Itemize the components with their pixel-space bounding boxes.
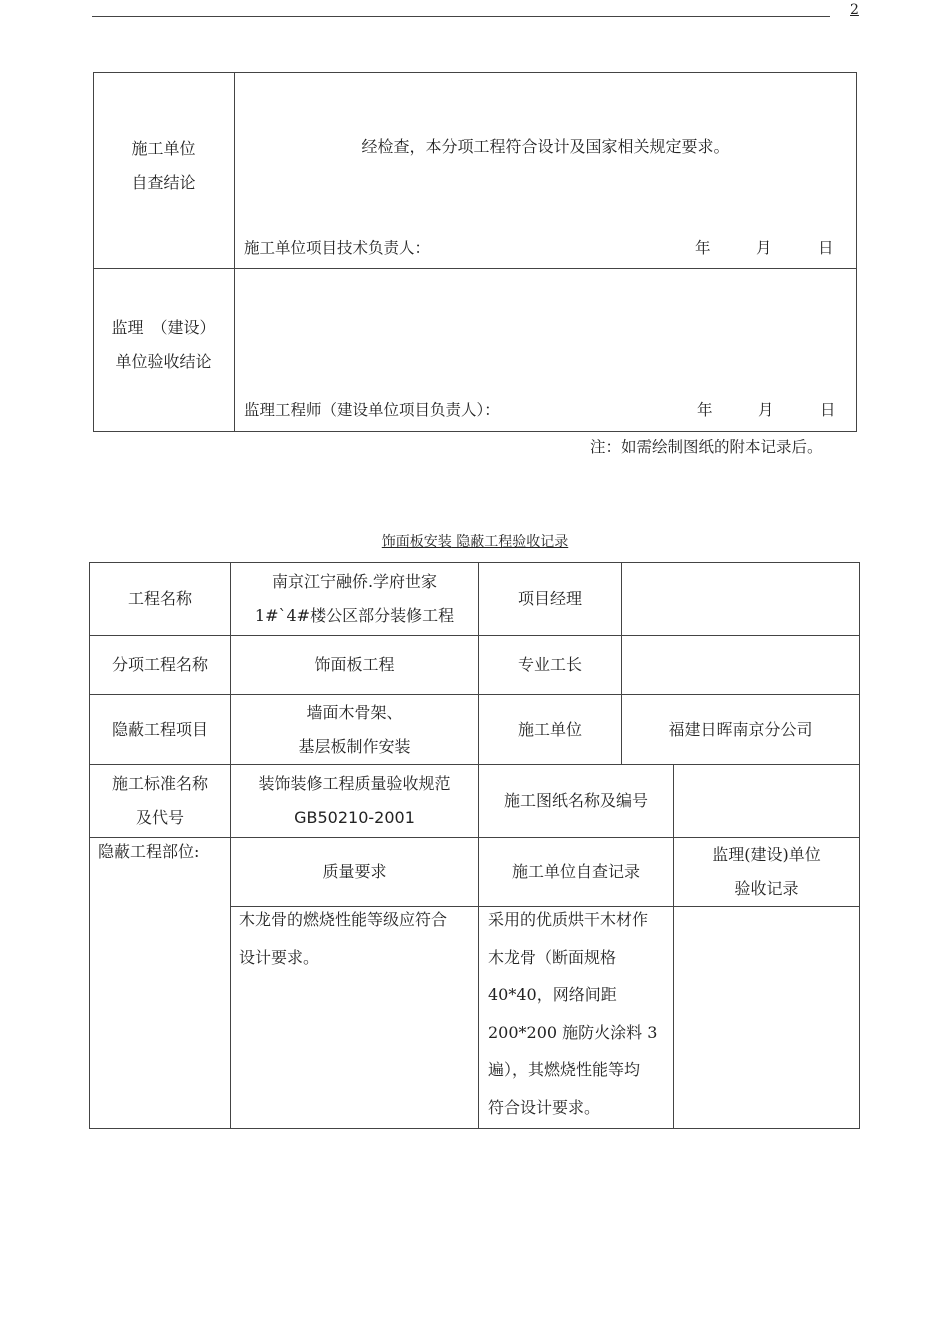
selfcheck-conclusion-label: 施工单位 自查结论 [131,139,196,192]
hidden-item-value: 墙面木骨架、 基层板制作安装 [298,702,411,756]
drawing-label: 施工图纸名称及编号 [503,791,648,810]
sub-project-value: 饰面板工程 [314,655,395,674]
project-manager-label: 项目经理 [517,589,582,608]
conformance-statement: 经检查，本分项工程符合设计及国家相关规定要求。 [361,137,730,156]
year-label: 年 [697,401,713,419]
quality-requirement: 木龙骨的燃烧性能等级应符合 设计要求。 [239,910,448,967]
table-divider [234,72,235,432]
page-number: 2 [850,2,859,18]
standard-label: 施工标准名称 及代号 [111,774,208,827]
project-name-value: 南京江宁融侨.学府世家 1#`4#楼公区部分装修工程 [254,572,455,625]
day-label: 日 [820,401,836,419]
hidden-location-label: 隐蔽工程部位: [98,842,200,861]
record-title: 饰面板安装 隐蔽工程验收记录 [381,534,569,550]
foreman-label: 专业工长 [517,655,582,674]
selfcheck-record: 采用的优质烘干木材作 木龙骨（断面规格 40*40，网络间距 200*200 施防火涂料 3 遍），其燃烧性能等均 符合设计要求。 [488,910,658,1117]
supervision-header: 监理(建设)单位 验收记录 [712,845,821,898]
foreman-value [622,636,859,694]
drawing-value [674,765,859,837]
header-rule [92,16,830,17]
selfcheck-header: 施工单位自查记录 [511,862,640,881]
table-divider [93,268,857,269]
contractor-signer-label: 施工单位项目技术负责人： [244,239,431,257]
quality-header: 质量要求 [322,862,387,881]
day-label: 日 [818,239,834,257]
sub-project-label: 分项工程名称 [111,655,208,674]
hidden-item-label: 隐蔽工程项目 [111,719,208,739]
supervision-conclusion-label: 监理 （建设） 单位验收结论 [111,318,216,371]
supervisor-signer-label: 监理工程师（建设单位项目负责人）： [244,401,500,419]
project-name-label: 工程名称 [127,589,192,608]
contractor-label: 施工单位 [517,719,582,739]
footnote: 注：如需绘制图纸的附本记录后。 [590,438,823,456]
standard-value: 装饰装修工程质量验收规范 GB50210-2001 [258,774,451,827]
month-label: 月 [756,239,772,257]
year-label: 年 [695,239,711,257]
project-manager-value [622,563,859,635]
month-label: 月 [758,401,774,419]
contractor-value: 福建日晖南京分公司 [668,719,813,739]
